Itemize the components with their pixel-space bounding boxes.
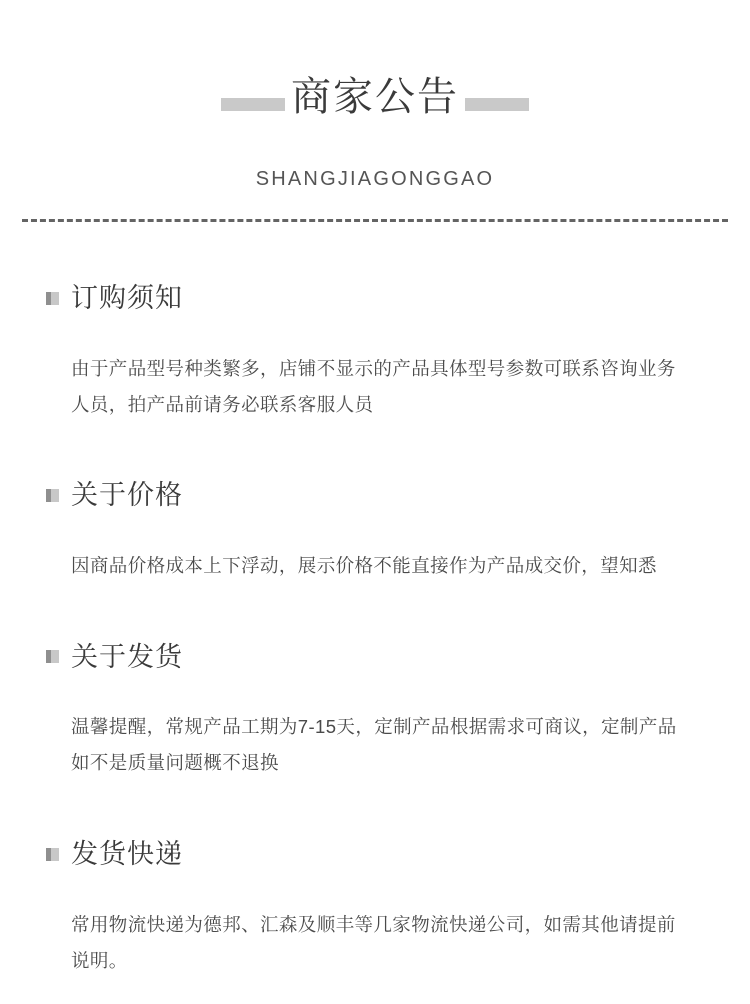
title-decor-bar-left xyxy=(221,98,285,111)
section-about-shipping xyxy=(46,618,704,781)
section-title: 关于价格 xyxy=(71,480,183,511)
square-bullet-icon xyxy=(46,489,59,502)
section-header xyxy=(46,260,704,337)
sections-container xyxy=(0,222,750,979)
section-body: 由于产品型号种类繁多，店铺不显示的产品具体型号参数可联系咨询业务人员，拍产品前请务必联系客服人员 xyxy=(71,357,676,415)
square-bullet-icon xyxy=(46,848,59,861)
section-header xyxy=(46,457,704,534)
page-header xyxy=(0,0,750,222)
title-row xyxy=(0,48,750,146)
section-header xyxy=(46,816,704,893)
section-body: 常用物流快递为德邦、汇森及顺丰等几家物流快递公司，如需其他请提前说明。 xyxy=(71,913,676,971)
section-body: 因商品价格成本上下浮动，展示价格不能直接作为产品成交价，望知悉 xyxy=(71,555,657,577)
section-courier xyxy=(46,816,704,979)
section-title: 关于发货 xyxy=(71,641,183,672)
section-order-notice xyxy=(46,260,704,423)
dashed-divider xyxy=(22,219,728,222)
section-title: 发货快递 xyxy=(71,838,183,869)
section-body: 温馨提醒，常规产品工期为7-15天，定制产品根据需求可商议，定制产品如不是质量问题概不退换 xyxy=(71,716,677,774)
section-about-price xyxy=(46,457,704,584)
page-title: 商家公告 xyxy=(291,74,459,119)
page-subtitle: SHANGJIAGONGGAO xyxy=(255,167,495,190)
square-bullet-icon xyxy=(46,292,59,305)
title-decor-bar-right xyxy=(465,98,529,111)
square-bullet-icon xyxy=(46,650,59,663)
section-header xyxy=(46,618,704,695)
section-title: 订购须知 xyxy=(71,283,183,313)
